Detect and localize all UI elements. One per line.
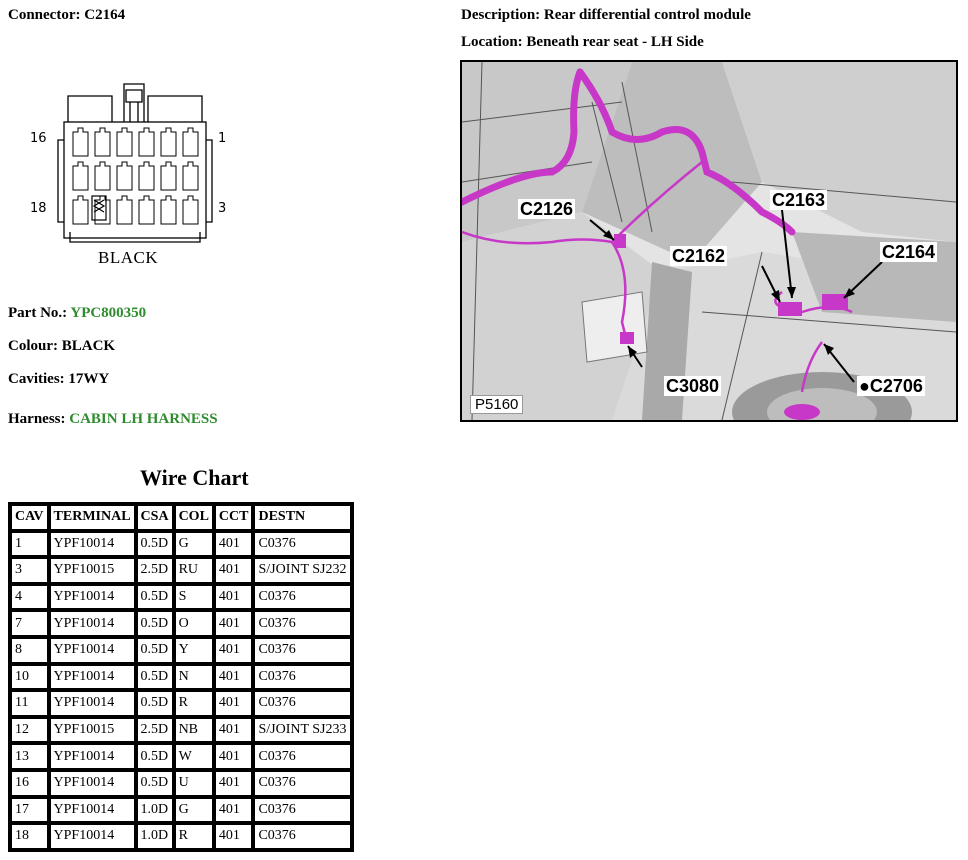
table-row <box>10 717 352 744</box>
cell-terminal: YPF10014 <box>49 823 136 850</box>
cell-destn: C0376 <box>253 637 351 664</box>
harness-link[interactable]: CABIN LH HARNESS <box>69 411 218 427</box>
cell-csa: 2.5D <box>136 717 174 744</box>
cell-terminal: YPF10015 <box>49 557 136 584</box>
cell-terminal: YPF10014 <box>49 743 136 770</box>
connector-cavity <box>73 196 88 224</box>
part-number-label: Part No.: <box>8 305 68 321</box>
callout-c3080: C3080 <box>666 376 720 396</box>
cell-destn: C0376 <box>253 770 351 797</box>
connector-label: Connector: <box>8 7 81 23</box>
connector-cavity <box>73 128 88 156</box>
cell-csa: 0.5D <box>136 610 174 637</box>
table-row <box>10 531 352 558</box>
table-row <box>10 823 352 850</box>
colour <box>8 338 115 355</box>
cell-terminal: YPF10014 <box>49 797 136 824</box>
cavities <box>8 371 109 388</box>
cell-col: U <box>174 770 214 797</box>
cell-cct: 401 <box>214 770 254 797</box>
connector-cavity <box>139 162 154 190</box>
cell-destn: C0376 <box>253 531 351 558</box>
location-label: Location: <box>461 34 523 50</box>
cell-cav: 8 <box>10 637 49 664</box>
colour-value: BLACK <box>61 338 116 354</box>
column-header-csa: CSA <box>136 504 174 531</box>
connector-cavity <box>139 128 154 156</box>
connector-cavity <box>161 128 176 156</box>
cell-col: G <box>174 797 214 824</box>
connector-cavity <box>117 162 132 190</box>
connector-cavity <box>183 162 198 190</box>
cell-col: RU <box>174 557 214 584</box>
cell-cav: 17 <box>10 797 49 824</box>
connector-cavity <box>161 196 176 224</box>
cell-col: R <box>174 823 214 850</box>
cell-csa: 0.5D <box>136 664 174 691</box>
connector-cavity <box>183 128 198 156</box>
cavities-label: Cavities: <box>8 371 65 387</box>
cell-terminal: YPF10014 <box>49 637 136 664</box>
callout-c2162: C2162 <box>672 246 726 266</box>
cell-cav: 7 <box>10 610 49 637</box>
cell-cct: 401 <box>214 823 254 850</box>
pin-number-3: 3 <box>218 201 227 216</box>
table-header-row <box>10 504 352 531</box>
cell-col: G <box>174 531 214 558</box>
wire-chart-table <box>8 502 354 852</box>
callout-c2706: ●C2706 <box>859 376 923 396</box>
cell-destn: C0376 <box>253 797 351 824</box>
connector-pinout-diagram <box>24 82 244 272</box>
cell-col: O <box>174 610 214 637</box>
location-value: Beneath rear seat - LH Side <box>526 34 704 50</box>
part-number-link[interactable]: YPC800350 <box>70 305 147 321</box>
cell-col: S <box>174 584 214 611</box>
cell-terminal: YPF10015 <box>49 717 136 744</box>
cell-cct: 401 <box>214 664 254 691</box>
column-header-cav: CAV <box>10 504 49 531</box>
location <box>461 34 704 51</box>
cell-col: Y <box>174 637 214 664</box>
connector-cavity <box>117 128 132 156</box>
connector-cavity <box>161 162 176 190</box>
cavities-value: 17WY <box>68 371 110 387</box>
connector-cavity <box>183 196 198 224</box>
cell-destn: C0376 <box>253 743 351 770</box>
part-number <box>8 305 146 322</box>
cell-csa: 0.5D <box>136 770 174 797</box>
cell-cct: 401 <box>214 717 254 744</box>
wire-chart-title: Wire Chart <box>140 465 249 490</box>
table-row <box>10 610 352 637</box>
callout-c2164: C2164 <box>882 242 936 262</box>
cell-terminal: YPF10014 <box>49 531 136 558</box>
table-row <box>10 690 352 717</box>
column-header-destn: DESTN <box>253 504 351 531</box>
table-row <box>10 664 352 691</box>
table-row <box>10 557 352 584</box>
cell-destn: C0376 <box>253 584 351 611</box>
cell-cct: 401 <box>214 610 254 637</box>
cell-cav: 12 <box>10 717 49 744</box>
vehicle-underbody-illustration <box>462 62 956 420</box>
cell-cav: 10 <box>10 664 49 691</box>
cell-cct: 401 <box>214 531 254 558</box>
cell-csa: 1.0D <box>136 797 174 824</box>
cell-terminal: YPF10014 <box>49 690 136 717</box>
connector-cavity <box>139 196 154 224</box>
description <box>461 7 751 24</box>
cell-destn: S/JOINT SJ232 <box>253 557 351 584</box>
cell-cct: 401 <box>214 584 254 611</box>
pin-number-1: 1 <box>218 131 227 146</box>
cell-terminal: YPF10014 <box>49 770 136 797</box>
cell-csa: 2.5D <box>136 557 174 584</box>
connector-cavity <box>73 162 88 190</box>
pin-number-18: 18 <box>30 201 47 216</box>
cell-cav: 13 <box>10 743 49 770</box>
image-reference-code: P5160 <box>470 395 523 414</box>
description-value: Rear differential control module <box>543 7 751 23</box>
cell-cct: 401 <box>214 690 254 717</box>
cell-col: N <box>174 664 214 691</box>
connector-cavity <box>95 162 110 190</box>
table-row <box>10 637 352 664</box>
column-header-cct: CCT <box>214 504 254 531</box>
callout-c2126: C2126 <box>520 199 574 219</box>
connector-cavity <box>95 128 110 156</box>
cell-cav: 16 <box>10 770 49 797</box>
callout-c2163: C2163 <box>772 190 826 210</box>
cell-cav: 1 <box>10 531 49 558</box>
cell-csa: 0.5D <box>136 637 174 664</box>
cell-destn: C0376 <box>253 610 351 637</box>
cell-destn: C0376 <box>253 823 351 850</box>
cell-cav: 18 <box>10 823 49 850</box>
column-header-col: COL <box>174 504 214 531</box>
cell-destn: S/JOINT SJ233 <box>253 717 351 744</box>
pinout-colour-label: BLACK <box>98 248 159 267</box>
harness-label: Harness: <box>8 411 66 427</box>
connector-cavity <box>117 196 132 224</box>
cell-csa: 1.0D <box>136 823 174 850</box>
cell-cct: 401 <box>214 557 254 584</box>
table-row <box>10 797 352 824</box>
cell-terminal: YPF10014 <box>49 584 136 611</box>
cell-cav: 3 <box>10 557 49 584</box>
cell-cav: 4 <box>10 584 49 611</box>
connector-title <box>8 7 125 24</box>
colour-label: Colour: <box>8 338 58 354</box>
cell-cct: 401 <box>214 797 254 824</box>
harness <box>8 411 218 428</box>
cell-terminal: YPF10014 <box>49 610 136 637</box>
cell-terminal: YPF10014 <box>49 664 136 691</box>
table-row <box>10 584 352 611</box>
cell-destn: C0376 <box>253 664 351 691</box>
cell-csa: 0.5D <box>136 690 174 717</box>
cell-csa: 0.5D <box>136 584 174 611</box>
table-row <box>10 770 352 797</box>
cell-csa: 0.5D <box>136 743 174 770</box>
pin-number-16: 16 <box>30 131 47 146</box>
cell-cct: 401 <box>214 637 254 664</box>
cell-col: W <box>174 743 214 770</box>
cell-csa: 0.5D <box>136 531 174 558</box>
cell-col: R <box>174 690 214 717</box>
connector-value: C2164 <box>84 7 126 23</box>
cell-cav: 11 <box>10 690 49 717</box>
column-header-terminal: TERMINAL <box>49 504 136 531</box>
cell-cct: 401 <box>214 743 254 770</box>
location-photo <box>460 60 958 422</box>
table-row <box>10 743 352 770</box>
description-label: Description: <box>461 7 541 23</box>
cell-col: NB <box>174 717 214 744</box>
cell-destn: C0376 <box>253 690 351 717</box>
